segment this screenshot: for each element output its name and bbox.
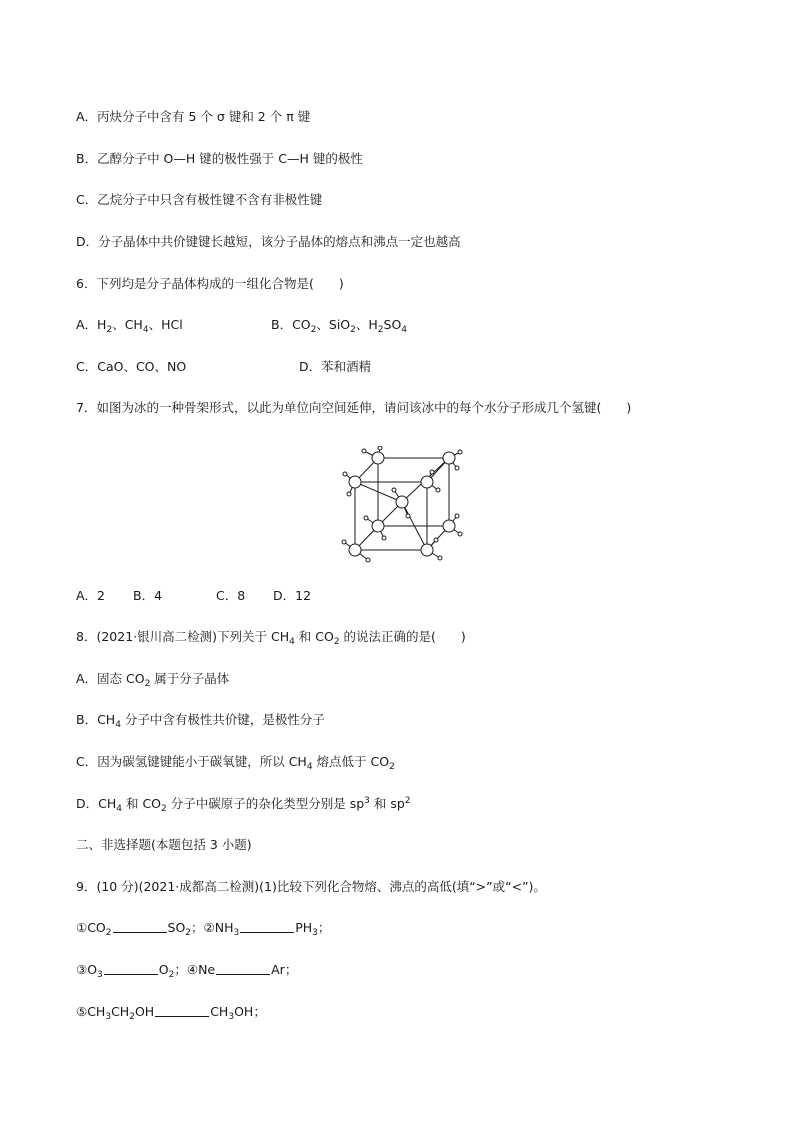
q5-option-d: D．分子晶体中共价键键长越短，该分子晶体的熔点和沸点一定也越高 — [76, 234, 461, 249]
hydrogen-atom — [455, 514, 459, 518]
hydrogen-atom — [436, 488, 440, 492]
q8-option-c: C．因为碳氢键键能小于碳氧键，所以 $CH_4$ 熔点低于 $CO_2$ — [76, 754, 395, 772]
q7-option-b: B．4 — [133, 588, 163, 603]
oxygen-atom — [372, 520, 384, 532]
q5-option-c: C．乙烷分子中只含有极性键不含有非极性键 — [76, 192, 323, 207]
answer-blank[interactable] — [216, 962, 270, 975]
hydrogen-atom — [406, 514, 410, 518]
q7-option-c: C．8 — [216, 588, 246, 603]
hydrogen-atom — [382, 536, 386, 540]
q8-stem: 8．(2021·银川高二检测)下列关于 $CH_4$ 和 $CO_2$ 的说法正确的是( ) — [76, 629, 466, 647]
oxygen-atom — [421, 476, 433, 488]
oxygen-atom — [443, 520, 455, 532]
q8-option-a: A．固态 $CO_2$ 属于分子晶体 — [76, 671, 230, 689]
q6-option-c: C．CaO、CO、NO — [76, 359, 187, 374]
answer-blank[interactable] — [240, 920, 294, 933]
oxygen-atom — [396, 496, 408, 508]
hydrogen-atom — [362, 449, 366, 453]
hydrogen-atom — [434, 538, 438, 542]
q6-option-a: A．$H_2$、$CH_4$、HCl — [76, 317, 183, 335]
q8-option-d: D．$CH_4$ 和 $CO_2$ 分子中碳原子的杂化类型分别是 $sp^3$ 和 $sp^2$ — [76, 796, 411, 814]
oxygen-atom — [421, 544, 433, 556]
hydrogen-atom — [392, 488, 396, 492]
section-heading: 二、非选择题(本题包括 3 小题) — [76, 837, 252, 852]
q5-option-b: B．乙醇分子中 O—H 键的极性强于 C—H 键的极性 — [76, 151, 363, 166]
q9-row-1: $①CO_2$ $SO_2$；$②NH_3$ $PH_3$； — [76, 920, 331, 938]
q7-stem: 7．如图为冰的一种骨架形式，以此为单位向空间延伸，请问该冰中的每个水分子形成几个氢键( ) — [76, 400, 632, 415]
q7-option-a: A．2 — [76, 588, 106, 603]
oxygen-atom — [372, 452, 384, 464]
hydrogen-atom — [458, 450, 462, 454]
ice-structure-figure — [336, 446, 468, 566]
hydrogen-atom — [342, 540, 346, 544]
q6-option-b: B．$CO_2$、SiO$_2$、$H_2SO_4$ — [271, 317, 408, 335]
hydrogen-atom — [455, 466, 459, 470]
hydrogen-atom — [430, 470, 434, 474]
hydrogen-atom — [366, 558, 370, 562]
hydrogen-atom — [378, 446, 382, 450]
q9-row-3: $⑤CH_3CH_2OH$ $CH_3OH$； — [76, 1004, 266, 1022]
hydrogen-atom — [438, 556, 442, 560]
q9-stem: 9．(10 分)(2021·成都高二检测)(1)比较下列化合物熔、沸点的高低(填“>”或“<”)。 — [76, 879, 546, 894]
q6-option-d: D．苯和酒精 — [299, 359, 372, 374]
hydrogen-atom — [343, 472, 347, 476]
oxygen-atom — [349, 476, 361, 488]
answer-blank[interactable] — [113, 920, 167, 933]
hydrogen-atom — [347, 492, 351, 496]
q7-option-d: D．12 — [273, 588, 312, 603]
q6-stem: 6．下列均是分子晶体构成的一组化合物是( ) — [76, 276, 344, 291]
oxygen-atom — [443, 452, 455, 464]
hydrogen-atom — [364, 516, 368, 520]
answer-blank[interactable] — [104, 962, 158, 975]
q9-row-2: $③O_3$ $O_2$；④Ne Ar； — [76, 962, 298, 980]
oxygen-atom — [349, 544, 361, 556]
answer-blank[interactable] — [155, 1004, 209, 1017]
hydrogen-atom — [458, 532, 462, 536]
q5-option-a: A．丙炔分子中含有 5 个 σ 键和 2 个 π 键 — [76, 109, 311, 124]
q8-option-b: B．$CH_4$ 分子中含有极性共价键，是极性分子 — [76, 712, 325, 730]
